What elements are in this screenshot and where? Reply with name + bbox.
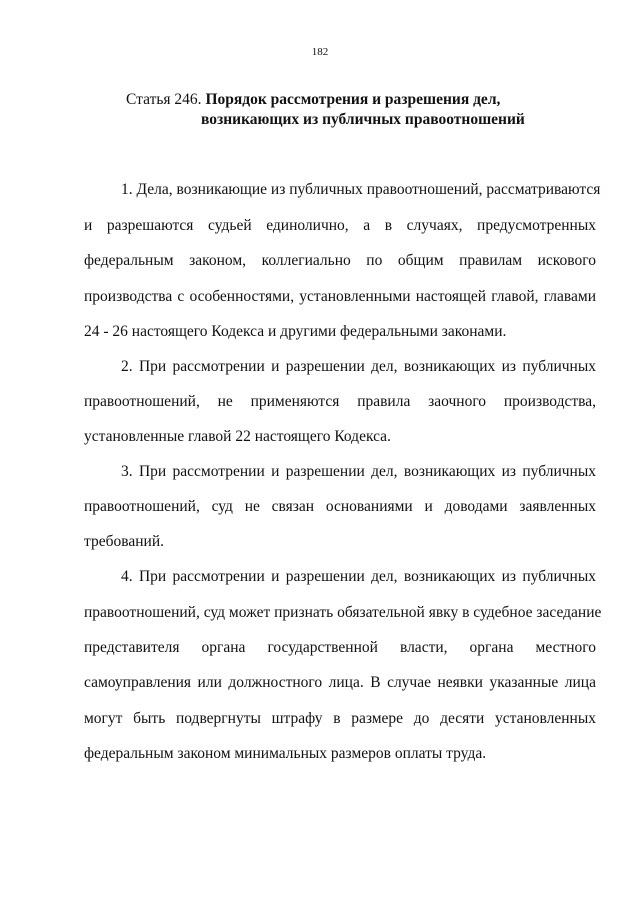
paragraph-line: представителя органа государственной власти, органа местного: [84, 639, 596, 656]
paragraph-line: 24 - 26 настоящего Кодекса и другими федеральными законами.: [84, 323, 507, 340]
paragraph-line: федеральным законом, коллегиально по общим правилам искового: [84, 252, 596, 269]
paragraph-line: могут быть подвергнуты штрафу в размере до десяти установленных: [84, 710, 596, 727]
paragraph-line: федеральным законом минимальных размеров оплаты труда.: [84, 745, 487, 762]
paragraph-line: 1. Дела, возникающие из публичных правоотношений, рассматриваются: [121, 181, 601, 198]
paragraph-line: требований.: [84, 533, 164, 550]
paragraph-line: и разрешаются судьей единолично, а в случаях, предусмотренных: [84, 217, 596, 234]
paragraph-line: правоотношений, не применяются правила заочного производства,: [84, 393, 596, 410]
paragraph-line: правоотношений, суд может признать обязательной явку в судебное заседание: [84, 604, 602, 621]
page-number: 182: [311, 46, 329, 58]
article-title-line-2: возникающих из публичных правоотношений: [201, 111, 525, 128]
paragraph-line: 4. При рассмотрении и разрешении дел, возникающих из публичных: [121, 568, 596, 585]
paragraph-line: 3. При рассмотрении и разрешении дел, возникающих из публичных: [121, 463, 596, 480]
paragraph-line: правоотношений, суд не связан основаниями и доводами заявленных: [84, 498, 596, 515]
article-heading: [126, 90, 525, 130]
article-label: Статья 246.: [126, 91, 202, 108]
paragraph-line: 2. При рассмотрении и разрешении дел, возникающих из публичных: [121, 358, 596, 375]
paragraph-line: установленные главой 22 настоящего Кодекса.: [84, 428, 391, 445]
paragraph-line: производства с особенностями, установленными настоящей главой, главами: [84, 288, 596, 305]
article-title-line-1: Порядок рассмотрения и разрешения дел,: [205, 91, 501, 108]
paragraph-line: самоуправления или должностного лица. В случае неявки указанные лица: [84, 674, 596, 691]
